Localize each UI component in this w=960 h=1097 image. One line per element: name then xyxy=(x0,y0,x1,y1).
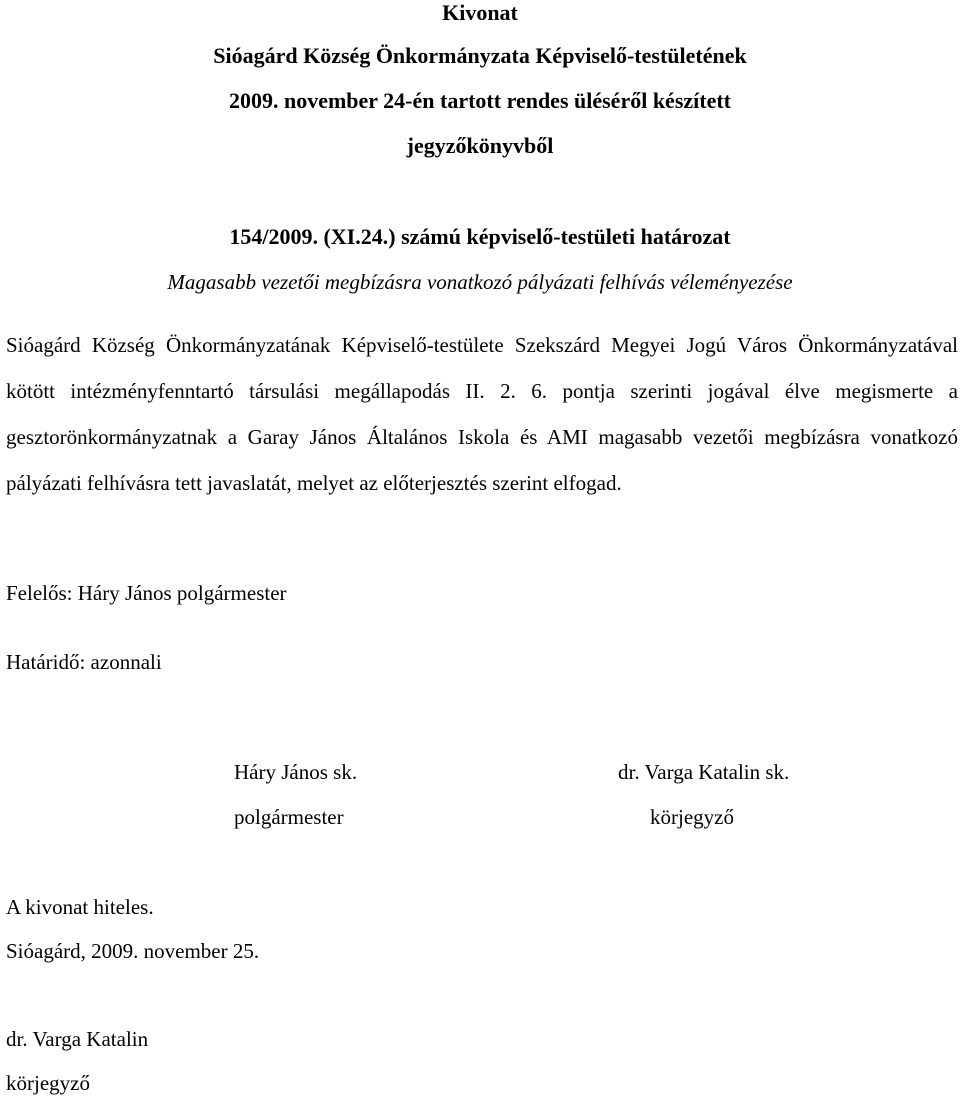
certification-signer-title: körjegyző xyxy=(6,1071,90,1095)
certification-signer-name: dr. Varga Katalin xyxy=(6,1027,149,1051)
header-line-3: jegyzőkönyvből xyxy=(406,133,554,158)
signature-right-name: dr. Varga Katalin sk. xyxy=(618,760,790,784)
signature-right-title: körjegyző xyxy=(650,805,734,829)
resolution-number: 154/2009. (XI.24.) számú képviselő-testületi határozat xyxy=(229,224,731,249)
certification-statement: A kivonat hiteles. xyxy=(6,895,154,919)
deadline-line: Határidő: azonnali xyxy=(6,650,162,674)
document-title: Kivonat xyxy=(442,0,518,25)
certification-place-date: Sióagárd, 2009. november 25. xyxy=(6,939,260,963)
resolution-subject: Magasabb vezetői megbízásra vonatkozó pályázati felhívás véleményezése xyxy=(167,270,793,294)
header-line-2: 2009. november 24-én tartott rendes üléséről készített xyxy=(228,88,731,113)
resolution-body: Sióagárd Község Önkormányzatának Képviselő-testülete Szekszárd Megyei Jogú Város Önkormányzatával kötött intézményfenntartó társulási megállapodás II. 2. 6. pontja szerinti jogával élve megismerte a gesztorönkormányzatnak a Garay János Általános Iskola és AMI magasabb vezetői megbízásra vonatkozó pályázati felhívásra tett javaslatát, melyet az előterjesztés szerint elfogad. xyxy=(6,333,958,495)
responsible-line: Felelős: Háry János polgármester xyxy=(6,581,287,605)
header-line-1: Sióagárd Község Önkormányzata Képviselő-testületének xyxy=(213,43,747,68)
signature-left-name: Háry János sk. xyxy=(234,760,358,784)
signature-left-title: polgármester xyxy=(234,805,344,829)
